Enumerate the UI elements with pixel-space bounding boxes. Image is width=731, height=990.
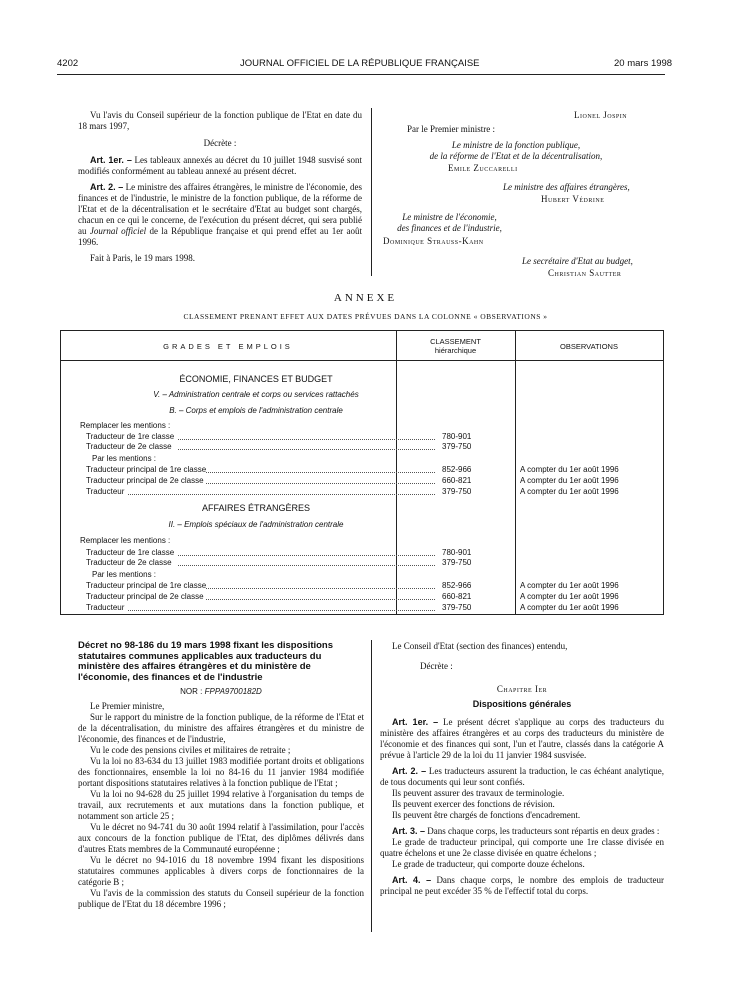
table-row: Traducteur de 1re classe	[86, 548, 175, 557]
classement-value: 780-901	[442, 548, 472, 557]
classement-value: 379-750	[442, 487, 472, 496]
table-row: Traducteur principal de 2e classe	[86, 592, 204, 601]
table-row: Traducteur de 2e classe	[86, 558, 172, 567]
article-2-right	[380, 766, 664, 788]
article-4-right-text: Dans chaque corps, le nombre des emplois de traducteur principal ne peut excéder 35 % de l'effectif total du corps.	[380, 875, 665, 896]
article-2-text-b: de la République française et qui prend effet au 1er août 1996.	[78, 226, 363, 247]
article-3-right-label: Art. 3. –	[392, 826, 426, 836]
table-row: Traducteur principal de 2e classe	[86, 476, 204, 485]
article-4-right	[380, 875, 664, 897]
fait-a-paris: Fait à Paris, le 19 mars 1998.	[90, 253, 195, 263]
article-1-text: Les tableaux annexés au décret du 10 juillet 1948 susvisé sont modifiés conformément au tableau annexé au présent décret.	[78, 155, 362, 176]
visa-paragraph: Vu la loi no 83-634 du 13 juillet 1983 modifiée portant droits et obligations des fonctionnaires, ensemble la loi no 84-16 du 11 janvier 1984 modifiée portant dispositions statutaires relatives à la fonction publique de l'Etat ;	[78, 756, 364, 788]
visa-paragraph: Vu le décret no 94-741 du 30 août 1994 relatif à l'assimilation, pour l'accès aux concours de la fonction publique de l'Etat, des diplômes délivrés dans d'autres Etats membres de la Communauté européenne ;	[78, 822, 364, 854]
visa-paragraph: Vu le code des pensions civiles et militaires de retraite ;	[90, 745, 291, 755]
nor-line	[78, 687, 364, 696]
leader-dots	[206, 476, 435, 484]
annexe-title: ANNEXE	[333, 292, 398, 304]
article-2-text-a: Le ministre des affaires étrangères, le ministre de l'économie, des finances et de l'industrie, le ministre de la fonction publique, de la réforme de l'Etat et de la décentralisation et le secrétaire d'Etat au budget sont chargés, chacun en ce qui le concerne, de l'exécution du présent décret, qui sera publié au	[78, 182, 362, 236]
table-col-divider-2	[515, 330, 516, 615]
table-right-border	[663, 330, 664, 615]
par-label-2: Par les mentions :	[92, 570, 157, 579]
budget-title: Le secrétaire d'Etat au budget,	[522, 256, 633, 266]
leader-dots	[178, 432, 435, 440]
col-header-observations: OBSERVATIONS	[560, 342, 618, 351]
remplacer-label-2: Remplacer les mentions :	[80, 536, 171, 545]
journal-title: JOURNAL OFFICIEL DE LA RÉPUBLIQUE FRANÇAISE	[240, 58, 480, 69]
visa-paragraph: Sur le rapport du ministre de la fonction publique, de la réforme de l'Etat et de la décentralisation, du ministre des affaires étrangères et du ministre de l'économie, des finances et de l'industrie,	[78, 712, 364, 744]
article-2-line: Ils peuvent être chargés de fonctions d'encadrement.	[392, 810, 581, 820]
par-le-premier-ministre: Par le Premier ministre :	[407, 124, 495, 134]
classement-value: 660-821	[442, 592, 472, 601]
article-3-right-text: Dans chaque corps, les traducteurs sont répartis en deux grades :	[427, 826, 660, 836]
avis-paragraph: Vu l'avis du Conseil supérieur de la fonction publique de l'Etat en date du 18 mars 1997,	[78, 110, 362, 131]
table-bottom-rule	[60, 614, 664, 615]
classement-value: 852-966	[442, 465, 472, 474]
decree-left-column	[78, 641, 364, 910]
table-row: Traducteur	[86, 487, 125, 496]
classement-value: 852-966	[442, 581, 472, 590]
nor-label: NOR :	[180, 687, 203, 696]
visa-paragraph: Vu l'avis de la commission des statuts du Conseil supérieur de la fonction publique de l'Etat du 18 décembre 1996 ;	[78, 888, 364, 909]
observation-value: A compter du 1er août 1996	[520, 603, 619, 612]
article-2	[78, 182, 362, 248]
article-2-italic: Journal officiel	[89, 226, 147, 236]
leader-dots	[206, 465, 435, 473]
section-economie-sub2: B. – Corps et emplois de l'administration centrale	[169, 406, 343, 415]
dispositions-generales: Dispositions générales	[472, 699, 572, 709]
visa-paragraph: Le Premier ministre,	[90, 701, 165, 711]
header-date: 20 mars 1998	[614, 58, 673, 69]
table-row: Traducteur de 1re classe	[86, 432, 175, 441]
decree-visas	[78, 701, 364, 910]
article-3-paragraph: Le grade de traducteur principal, qui comporte une 1re classe divisée en quatre échelons et une 2e classe divisée en quatre échelons ;	[380, 837, 664, 858]
leader-dots	[128, 487, 435, 495]
col-header-classement	[396, 337, 515, 355]
article-2-line: Ils peuvent exercer des fonctions de révision.	[392, 799, 555, 809]
visa-paragraph: Vu la loi no 94-628 du 25 juillet 1994 relative à l'organisation du temps de travail, aux recrutements et aux mutations dans la fonction publique, et notamment son article 25 ;	[78, 789, 364, 821]
column-divider-bottom	[371, 640, 372, 932]
par-label-1: Par les mentions :	[92, 454, 157, 463]
top-left-column	[78, 110, 362, 264]
nor-value: FPPA9700182D	[204, 687, 262, 696]
article-3-right	[380, 826, 664, 837]
table-row: Traducteur de 2e classe	[86, 442, 172, 451]
table-header-rule	[60, 360, 664, 361]
remplacer-label-1: Remplacer les mentions :	[80, 421, 171, 430]
article-1-right-text: Le présent décret s'applique au corps des traducteurs du ministère des affaires étrangères et au corps des traducteurs du ministère de l'économie et des finances qui sont, l'un et l'autre, classés dans la catégorie A prévue à l'article 29 de la loi du 11 janvier 1984 susvisée.	[380, 717, 665, 760]
article-2-right-label: Art. 2. –	[392, 766, 427, 776]
eco-minister-name: Dominique Strauss-Kahn	[383, 236, 484, 246]
article-3-paragraph: Le grade de traducteur, qui comporte douze échelons.	[392, 859, 585, 869]
leader-dots	[178, 548, 435, 556]
eco-minister-title	[382, 212, 517, 234]
conseil-etat: Le Conseil d'Etat (section des finances) entendu,	[392, 641, 568, 651]
fp-title-line1: Le ministre de la fonction publique,	[451, 140, 581, 150]
table-row: Traducteur principal de 1re classe	[86, 581, 207, 590]
section-affaires-sub1: II. – Emplois spéciaux de l'administration centrale	[168, 520, 344, 529]
leader-dots	[206, 581, 435, 589]
classement-value: 780-901	[442, 432, 472, 441]
classement-value: 379-750	[442, 558, 472, 567]
eco-title-line2: des finances et de l'industrie,	[397, 223, 502, 233]
column-divider-top	[371, 108, 372, 276]
col-header-classement-2: hiérarchique	[434, 346, 477, 355]
leader-dots	[178, 442, 435, 450]
decrete-label: Décrète :	[203, 138, 237, 148]
leader-dots	[206, 592, 435, 600]
observation-value: A compter du 1er août 1996	[520, 581, 619, 590]
ae-minister-title: Le ministre des affaires étrangères,	[503, 182, 630, 192]
observation-value: A compter du 1er août 1996	[520, 476, 619, 485]
classement-value: 660-821	[442, 476, 472, 485]
fp-title-line2: de la réforme de l'Etat et de la décentralisation,	[429, 151, 603, 161]
article-1	[78, 155, 362, 177]
table-top-rule	[60, 330, 664, 331]
col-header-grades: GRADES ET EMPLOIS	[163, 342, 293, 351]
chapitre-label: Chapitre Ier	[496, 684, 548, 694]
fp-minister-name: Emile Zuccarelli	[448, 163, 518, 173]
decrete-label-2: Décrète :	[420, 661, 453, 671]
classement-value: 379-750	[442, 603, 472, 612]
article-1-right-label: Art. 1er. –	[392, 717, 439, 727]
article-2-line: Ils peuvent assurer des travaux de terminologie.	[392, 788, 565, 798]
observation-value: A compter du 1er août 1996	[520, 487, 619, 496]
decree-title: Décret no 98-186 du 19 mars 1998 fixant les dispositions statutaires communes applicables aux traducteurs du ministère des affaires étrangères et du ministère de l'économie, des finances et de l'industrie	[78, 640, 334, 683]
section-economie-title: ÉCONOMIE, FINANCES ET BUDGET	[179, 374, 333, 384]
observation-value: A compter du 1er août 1996	[520, 592, 619, 601]
col-header-classement-1: CLASSEMENT	[430, 337, 481, 346]
observation-value: A compter du 1er août 1996	[520, 465, 619, 474]
article-1-label: Art. 1er. –	[90, 155, 132, 165]
pm-name: Lionel Jospin	[574, 110, 628, 120]
table-left-border	[60, 330, 61, 615]
leader-dots	[128, 603, 435, 611]
article-1-right	[380, 717, 664, 761]
classement-value: 379-750	[442, 442, 472, 451]
section-affaires-title: AFFAIRES ÉTRANGÈRES	[201, 503, 311, 513]
ae-minister-name: Hubert Védrine	[541, 194, 605, 204]
page-number: 4202	[57, 58, 79, 69]
fp-minister-title	[380, 140, 652, 162]
header-rule	[57, 74, 665, 75]
annexe-subtitle: CLASSEMENT PRENANT EFFET AUX DATES PRÉVUES DANS LA COLONNE « OBSERVATIONS »	[183, 312, 548, 321]
budget-name: Christian Sautter	[548, 268, 622, 278]
table-row: Traducteur	[86, 603, 125, 612]
leader-dots	[178, 558, 435, 566]
section-economie-sub1: V. – Administration centrale et corps ou services rattachés	[153, 390, 359, 399]
visa-paragraph: Vu le décret no 94-1016 du 18 novembre 1994 fixant les dispositions statutaires communes applicables à divers corps de fonctionnaires de la catégorie B ;	[78, 855, 364, 887]
article-4-right-label: Art. 4. –	[392, 875, 432, 885]
eco-title-line1: Le ministre de l'économie,	[402, 212, 497, 222]
article-2-label: Art. 2. –	[90, 182, 124, 192]
decree-right-column	[380, 641, 664, 897]
table-row: Traducteur principal de 1re classe	[86, 465, 207, 474]
article-2-right-text: Les traducteurs assurent la traduction, le cas échéant analytique, de tous documents qui leur sont confiés.	[380, 766, 664, 787]
